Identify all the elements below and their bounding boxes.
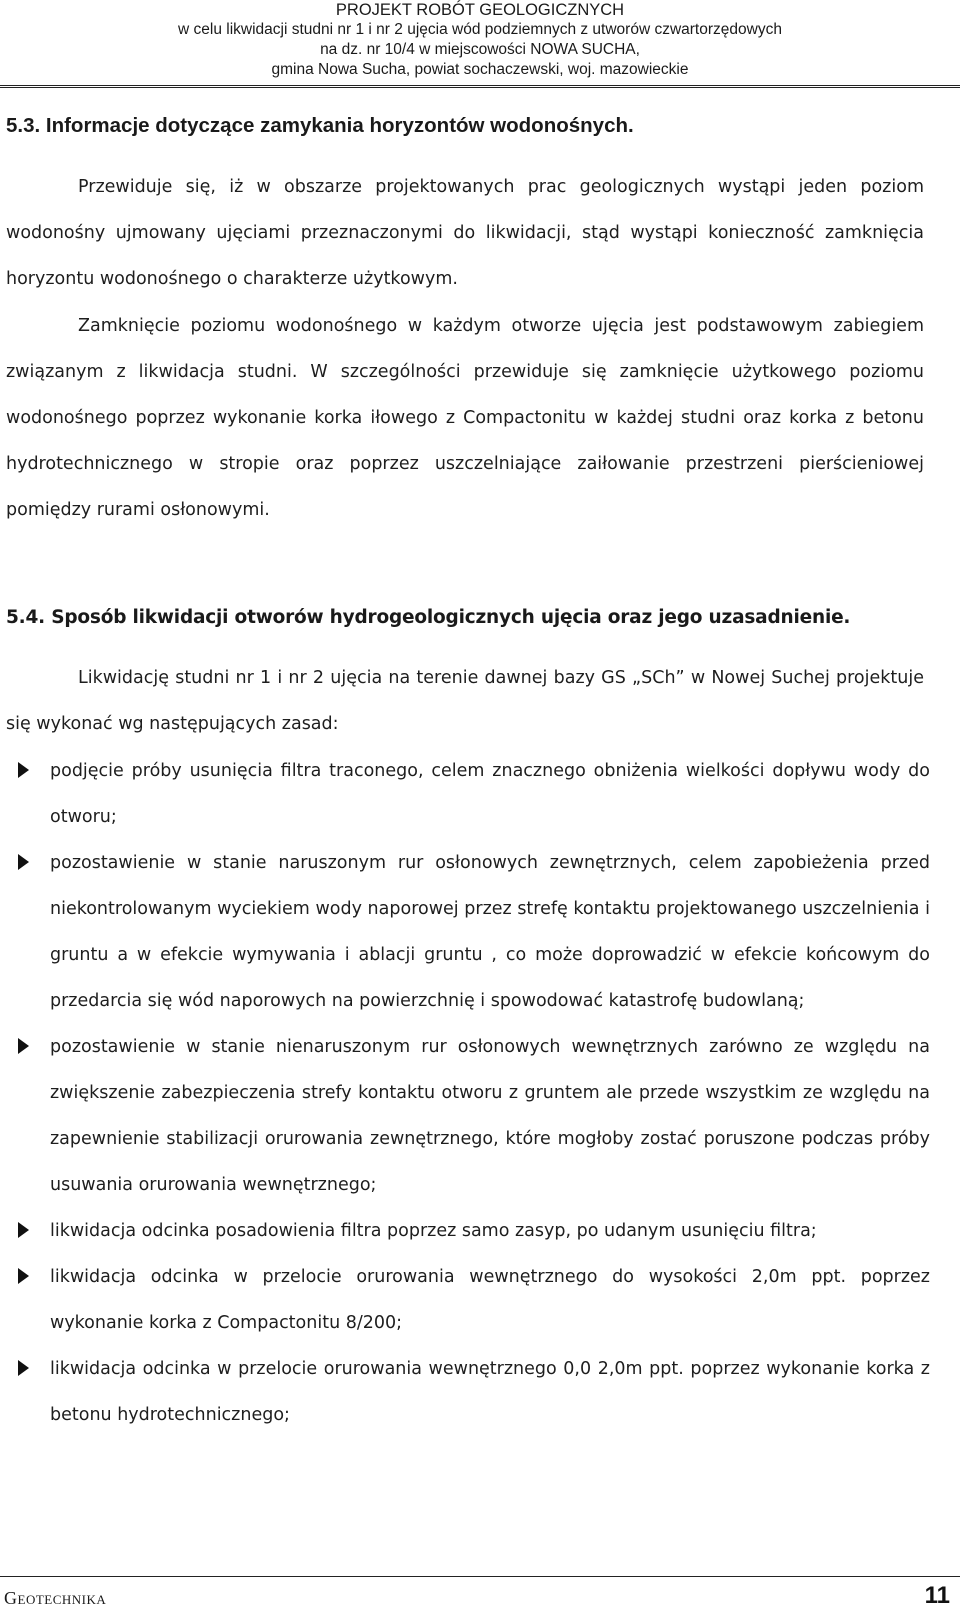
- list-item: [0, 1024, 930, 1208]
- liquidation-steps-list: [0, 748, 930, 1438]
- footer-brand-logo: Geotechnika: [4, 1588, 107, 1608]
- list-item: [0, 840, 930, 1024]
- list-item-text: pozostawienie w stanie nienaruszonym rur osłonowych wewnętrznych zarówno ze względu na zwiększenie zabezpieczenia strefy kontaktu otworu z gruntem ale przede wszystkim ze względu na zapewnienie stabilizacji orurowania zewnętrznego, które mogłoby zostać poruszone podczas próby usuwania orurowania wewnętrznego;: [50, 1037, 930, 1195]
- list-item: [0, 1254, 930, 1346]
- page-header: [0, 0, 960, 84]
- footer-divider: [0, 1576, 960, 1577]
- list-item-text: likwidacja odcinka w przelocie orurowania wewnętrznego 0,0 2,0m ppt. poprzez wykonanie korka z betonu hydrotechnicznego;: [50, 1359, 930, 1425]
- triangle-bullet-icon: [18, 1038, 29, 1054]
- section-5-3-paragraph-2: Zamknięcie poziomu wodonośnego w każdym otworze ujęcia jest podstawowym zabiegiem związanym z likwidacja studni. W szczególności przewiduje się zamknięcie użytkowego poziomu wodonośnego poprzez wykonanie korka iłowego z Compactonitu w każdej studni oraz korka z betonu hydrotechnicznego w stropie oraz poprzez uszczelniające zaiłowanie przestrzeni pierścieniowej pomiędzy rurami osłonowymi.: [6, 316, 924, 520]
- list-item-text: likwidacja odcinka w przelocie orurowania wewnętrznego do wysokości 2,0m ppt. poprzez wykonanie korka z Compactonitu 8/200;: [50, 1267, 930, 1333]
- header-location: gmina Nowa Sucha, powiat sochaczewski, woj. mazowieckie: [271, 61, 689, 78]
- list-item: [0, 1346, 930, 1438]
- triangle-bullet-icon: [18, 762, 29, 778]
- section-5-4-intro: Likwidację studni nr 1 i nr 2 ujęcia na terenie dawnej bazy GS „SCh” w Nowej Suchej projektuje się wykonać wg następujących zasad:: [6, 668, 924, 734]
- triangle-bullet-icon: [18, 854, 29, 870]
- section-5-3-paragraph-1: Przewiduje się, iż w obszarze projektowanych prac geologicznych wystąpi jeden poziom wodonośny ujmowany ujęciami przeznaczonymi do likwidacji, stąd wystąpi konieczność zamknięcia horyzontu wodonośnego o charakterze użytkowym.: [6, 177, 924, 289]
- page-number: 11: [924, 1582, 950, 1609]
- header-purpose: w celu likwidacji studni nr 1 i nr 2 ujęcia wód podziemnych z utworów czwartorzędowych: [178, 21, 782, 38]
- header-project-title: PROJEKT ROBÓT GEOLOGICZNYCH: [335, 1, 625, 19]
- list-item-text: pozostawienie w stanie naruszonym rur osłonowych zewnętrznych, celem zapobieżenia przed niekontrolowanym wyciekiem wody naporowej przez strefę kontaktu projektowanego uszczelnienia i gruntu a w efekcie wymywania i ablacji gruntu , co może doprowadzić w efekcie końcowym do przedarcia się wód naporowych na powierzchnię i spowodować katastrofę budowlaną;: [50, 853, 930, 1011]
- section-5-4-heading: 5.4. Sposób likwidacji otworów hydrogeologicznych ujęcia oraz jego uzasadnienie.: [6, 607, 851, 628]
- triangle-bullet-icon: [18, 1268, 29, 1284]
- section-5-3-heading: 5.3. Informacje dotyczące zamykania horyzontów wodonośnych.: [6, 114, 634, 137]
- triangle-bullet-icon: [18, 1222, 29, 1238]
- list-item-text: likwidacja odcinka posadowienia filtra poprzez samo zasyp, po udanym usunięciu filtra;: [50, 1221, 817, 1241]
- triangle-bullet-icon: [18, 1360, 29, 1376]
- header-divider: [0, 85, 960, 88]
- list-item: [0, 1208, 930, 1254]
- list-item-text: podjęcie próby usunięcia filtra traconego, celem znacznego obniżenia wielkości dopływu wody do otworu;: [50, 761, 930, 827]
- header-parcel: na dz. nr 10/4 w miejscowości NOWA SUCHA,: [320, 41, 640, 58]
- list-item: [0, 748, 930, 840]
